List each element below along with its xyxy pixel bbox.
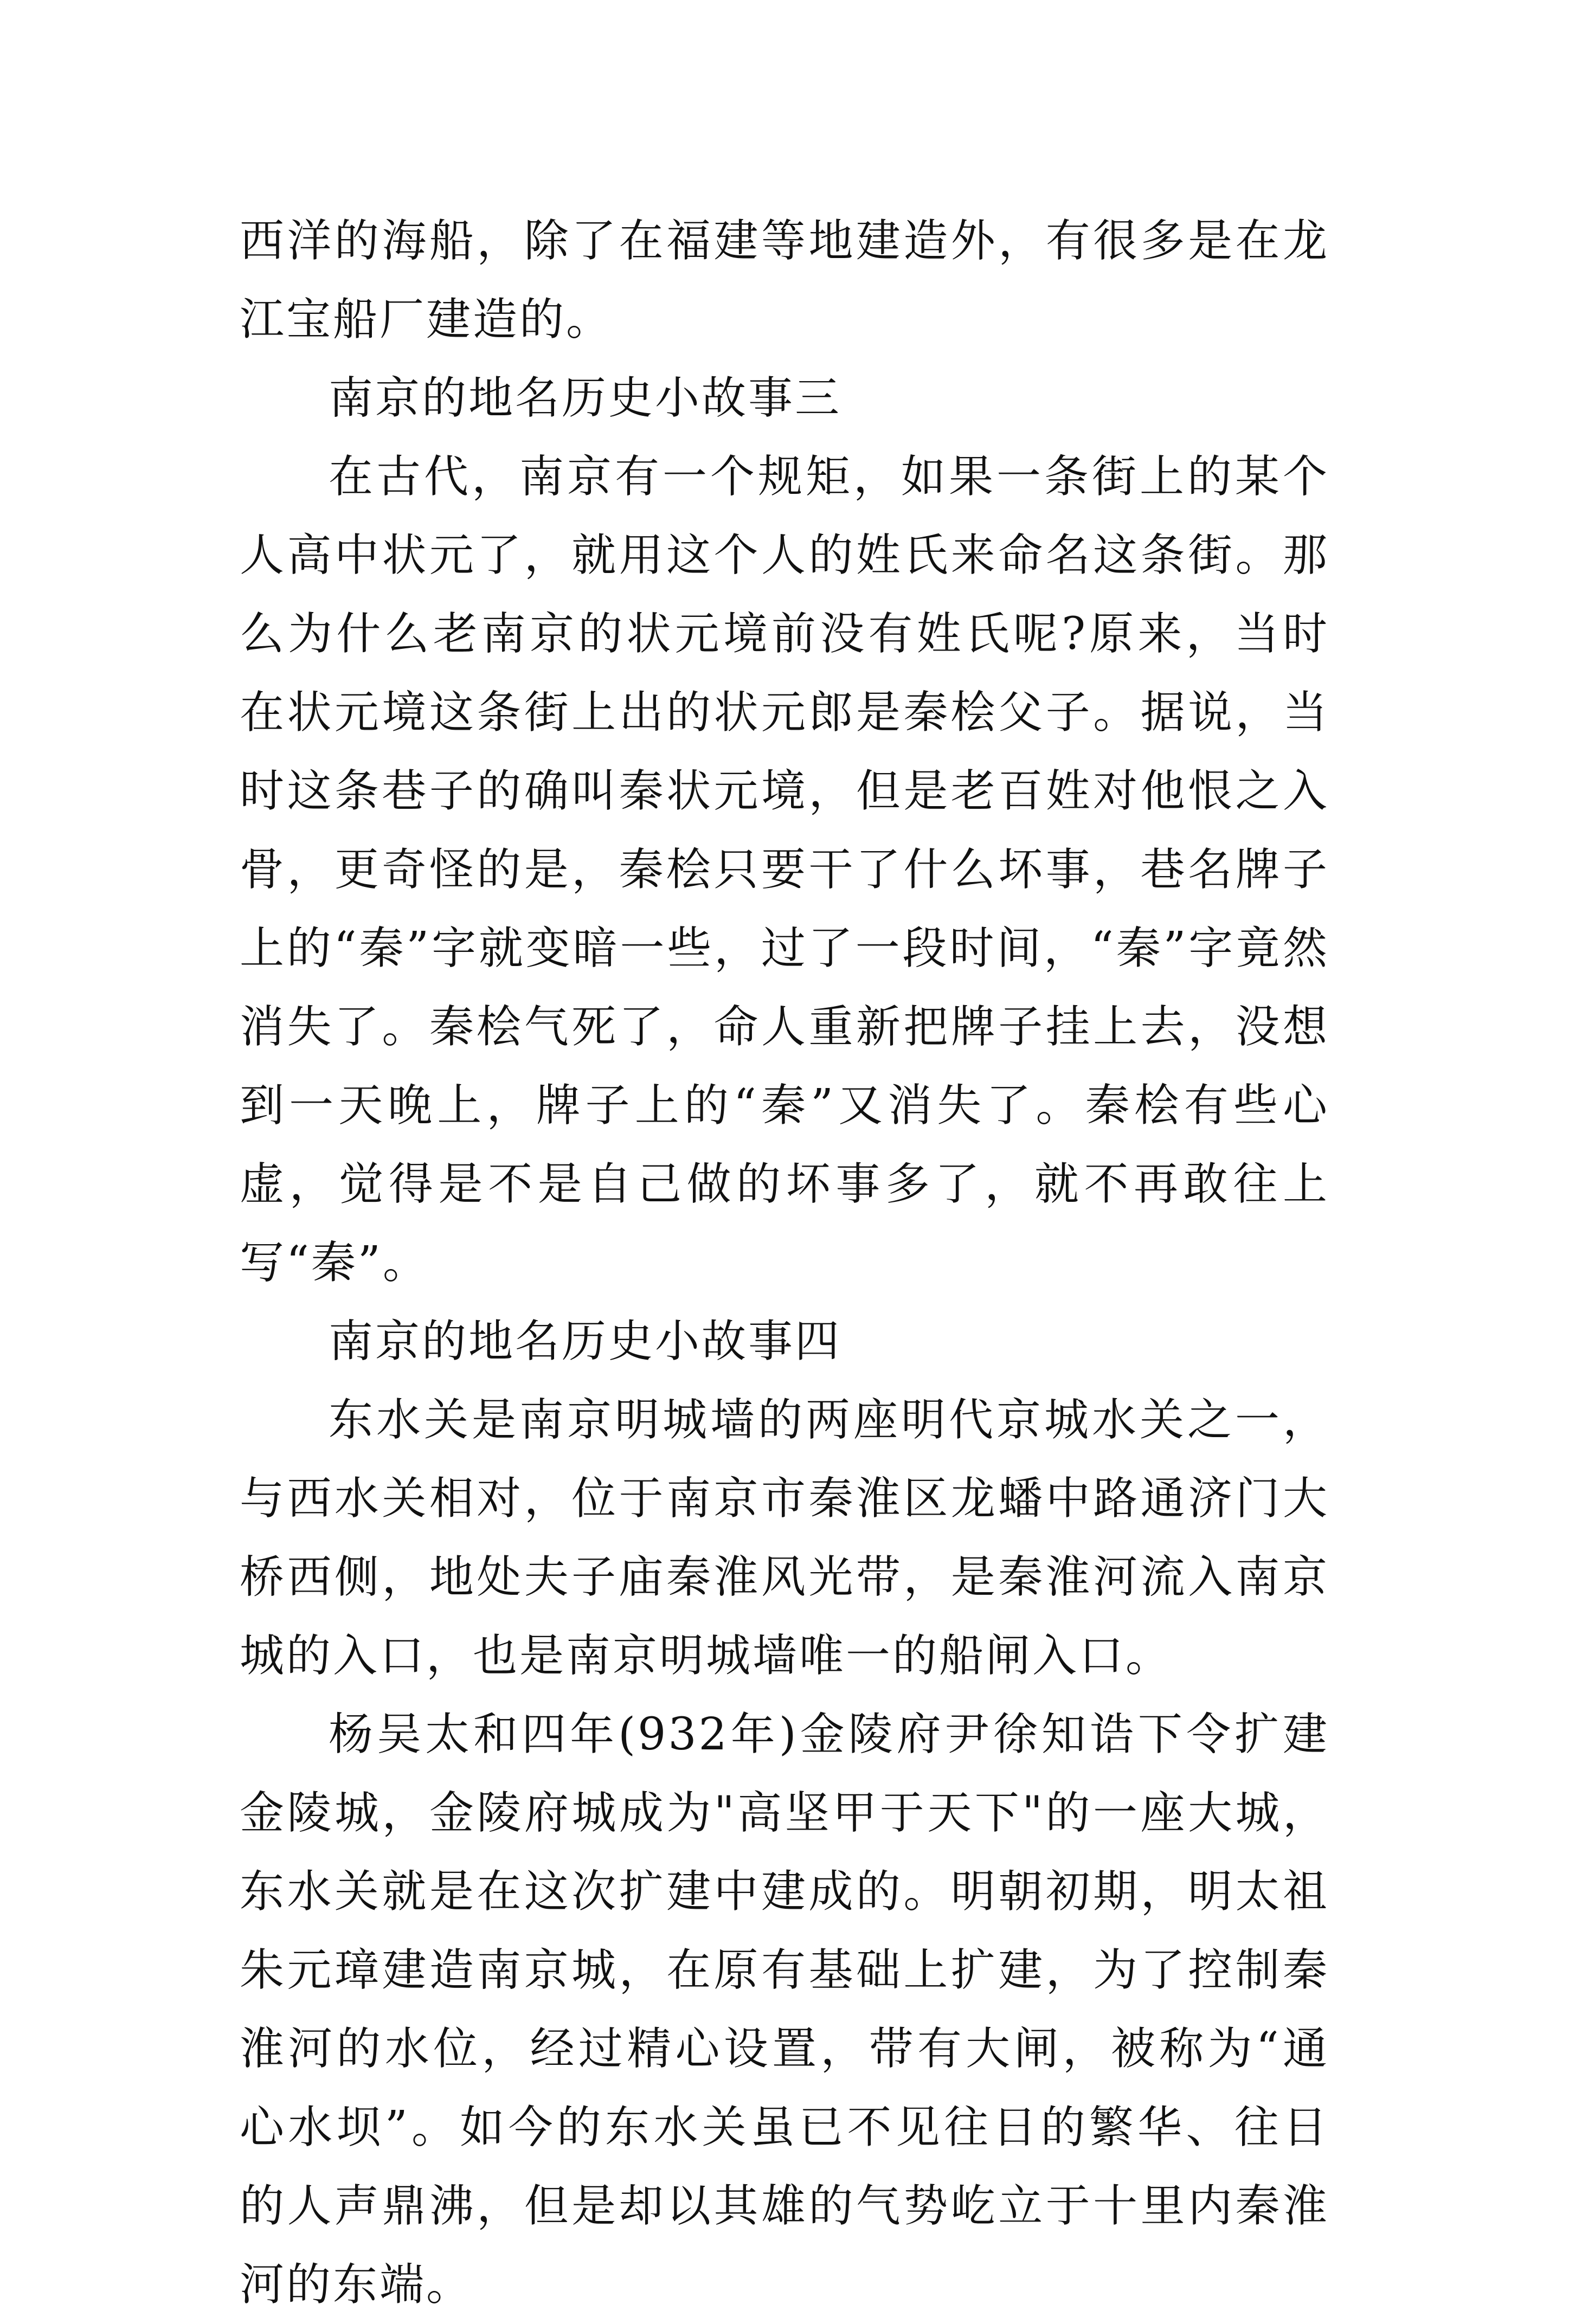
paragraph-dongshuiguan: 东水关是南京明城墙的两座明代京城水关之一，与西水关相对，位于南京市秦淮区龙蟠中路通济门大桥西侧，地处夫子庙秦淮风光带，是秦淮河流入南京城的入口，也是南京明城墙唯一的船闸入口。 — [240, 1394, 1329, 1682]
paragraph-zhuangyuanjing: 在古代，南京有一个规矩，如果一条街上的某个人高中状元了，就用这个人的姓氏来命名这条街。那么为什么老南京的状元境前没有姓氏呢?原来，当时在状元境这条街上出的状元郎是秦桧父子。据说，当时这条巷子的确叫秦状元境，但是老百姓对他恨之入骨，更奇怪的是，秦桧只要干了什么坏事，巷名牌子上的“秦”字就变暗一些，过了一段时间，“秦”字竟然消失了。秦桧气死了，命人重新把牌子挂上去，没想到一天晚上，牌子上的“秦”又消失了。秦桧有些心虚，觉得是不是自己做的坏事多了，就不再敢往上写“秦”。 — [240, 451, 1329, 1289]
document-body — [240, 202, 1329, 2324]
paragraph-continuation: 西洋的海船，除了在福建等地建造外，有很多是在龙江宝船厂建造的。 — [240, 215, 1329, 345]
section-heading-story-four: 南京的地名历史小故事四 — [329, 1316, 842, 1367]
section-heading-story-three: 南京的地名历史小故事三 — [329, 372, 842, 424]
paragraph-history: 杨吴太和四年(932年)金陵府尹徐知诰下令扩建金陵城，金陵府城成为"高坚甲于天下"的一座大城，东水关就是在这次扩建中建成的。明朝初期，明太祖朱元璋建造南京城，在原有基础上扩建，为了控制秦淮河的水位，经过精心设置，带有大闸，被称为“通心水坝”。如今的东水关虽已不见往日的繁华、往日的人声鼎沸，但是却以其雄的气势屹立于十里内秦淮河的东端。 — [240, 1709, 1329, 2310]
